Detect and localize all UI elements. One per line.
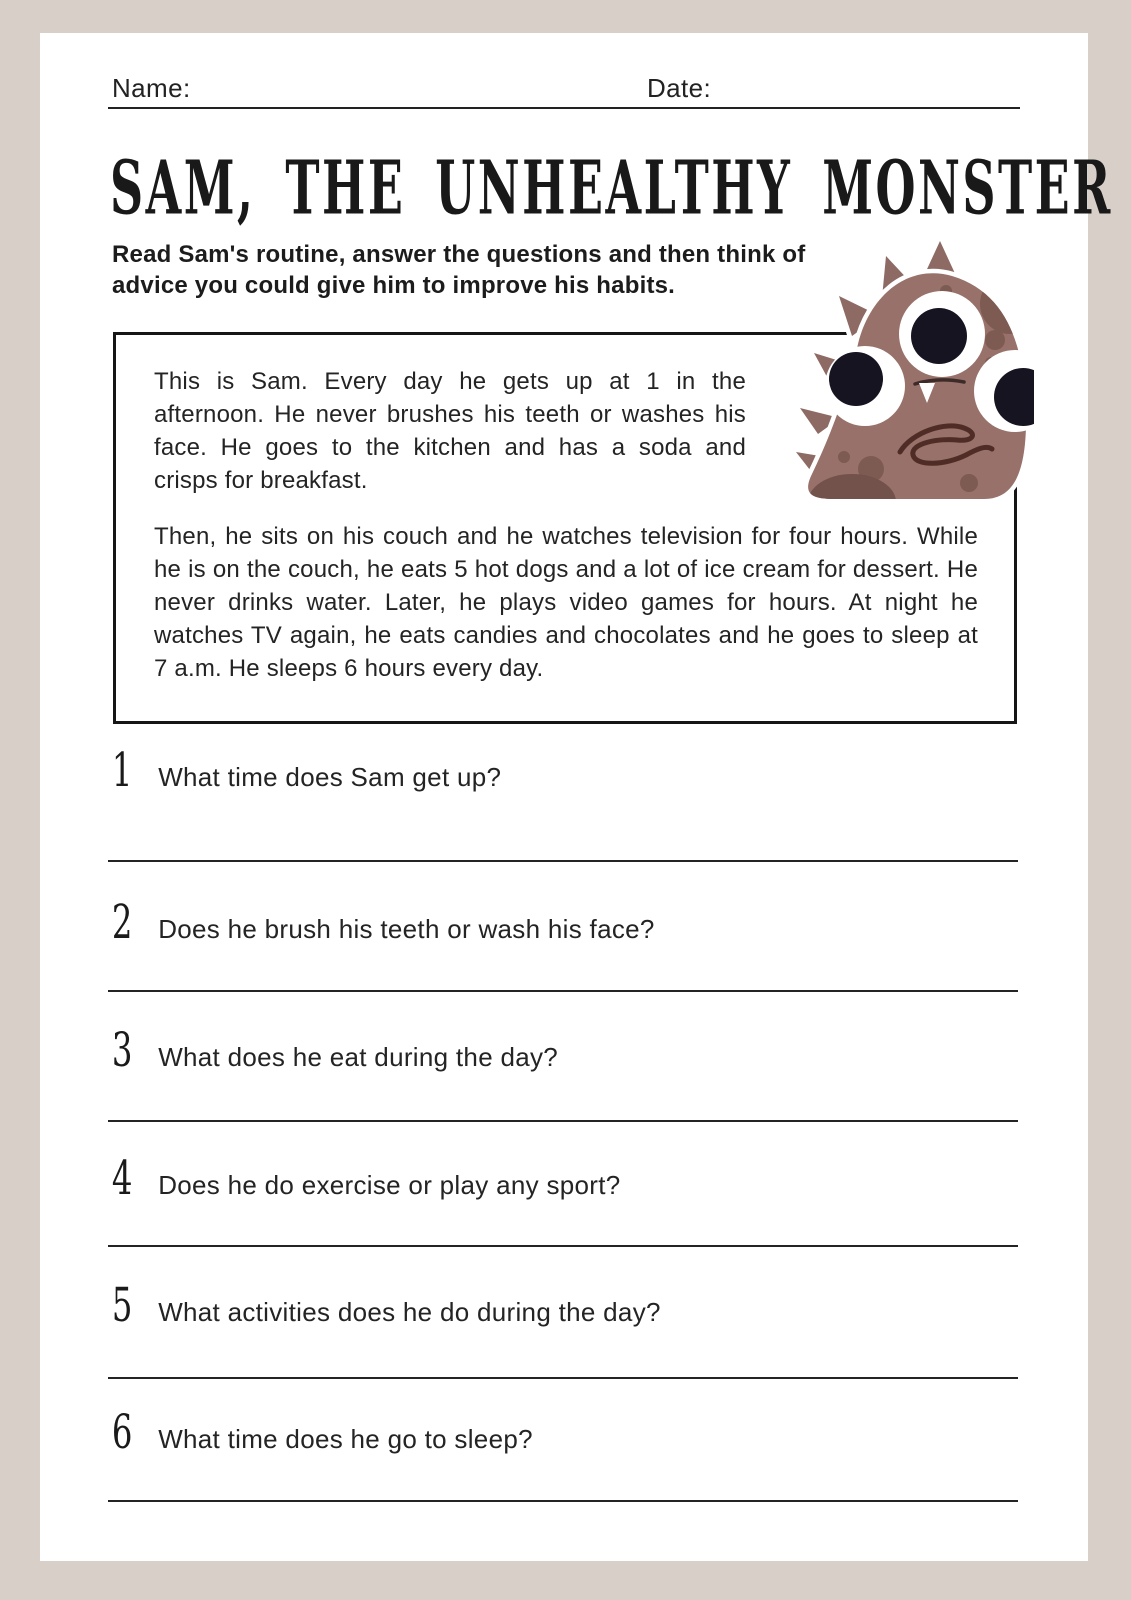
passage-paragraph-2: Then, he sits on his couch and he watches television for four hours. While he is on the couch, he eats 5 hot dogs and a lot of ice cream for dessert. He never drinks water. Later, he plays video games for hours. At night he watches TV again, he eats candies and chocolates and he goes to sleep at 7 a.m. He sleeps 6 hours every day. [154,523,978,682]
answer-line-3 [108,1120,1018,1122]
question-5-text: What activities does he do during the day? [158,1297,661,1327]
name-label: Name: [112,73,191,103]
question-2-number: 2 [111,895,133,949]
question-5-number: 5 [111,1278,133,1332]
worksheet-title: SAM, THE UNHEALTHY MONSTER [110,145,1113,233]
question-3-number: 3 [111,1023,133,1077]
question-6-number: 6 [111,1405,133,1459]
worksheet-page [40,33,1113,1561]
question-3-text: What does he eat during the day? [158,1042,559,1072]
question-4-text: Does he do exercise or play any sport? [158,1170,621,1200]
question-6-text: What time does he go to sleep? [158,1424,533,1454]
answer-line-4 [108,1245,1018,1247]
monster-illustration [794,236,1034,506]
name-date-writing-line [108,107,1020,109]
question-row-6 [110,1405,533,1459]
passage-paragraph-1: This is Sam. Every day he gets up at 1 in the afternoon. He never brushes his teeth or washes his face. He goes to the kitchen and has a soda and crisps for breakfast. [154,368,746,494]
answer-line-2 [108,990,1018,992]
question-1-text: What time does Sam get up? [158,762,502,792]
question-1-number: 1 [111,743,133,797]
answer-line-6 [108,1500,1018,1502]
date-label: Date: [647,73,712,103]
question-row-1 [110,743,502,797]
question-row-4 [110,1151,621,1205]
question-2-text: Does he brush his teeth or wash his face? [158,914,655,944]
instructions-text: Read Sam's routine, answer the questions and then think of advice you could give him to improve his habits. [112,241,806,299]
answer-line-5 [108,1377,1018,1379]
question-4-number: 4 [111,1151,133,1205]
question-row-2 [110,895,655,949]
question-row-5 [110,1278,661,1332]
question-row-3 [110,1023,559,1077]
answer-line-1 [108,860,1018,862]
